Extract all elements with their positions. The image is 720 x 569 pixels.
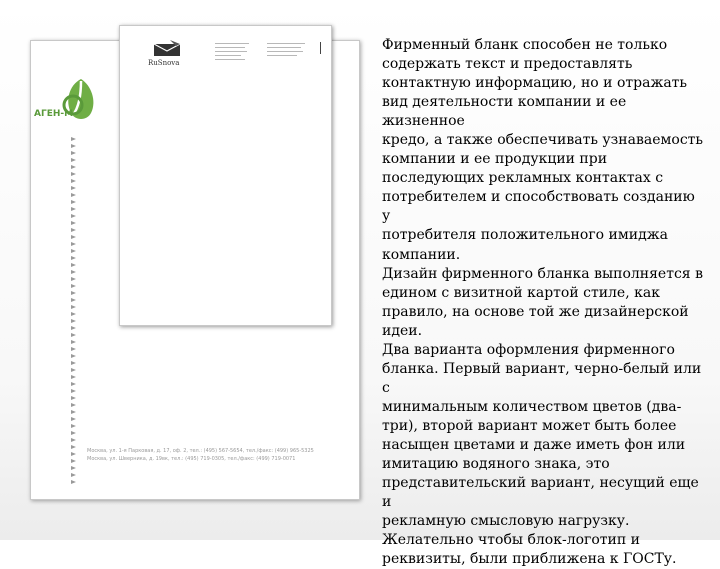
header-details (215, 41, 325, 63)
arrow-icon (71, 256, 76, 260)
arrow-icon (71, 459, 76, 463)
arrow-icon (71, 277, 76, 281)
arrow-icon (71, 242, 76, 246)
arrow-icon (71, 158, 76, 162)
arrow-icon (71, 305, 76, 309)
arrow-icon (71, 291, 76, 295)
arrow-icon (71, 284, 76, 288)
arrow-icon (71, 354, 76, 358)
arrow-icon (71, 186, 76, 190)
arrow-icon (71, 319, 76, 323)
arrow-icon (71, 298, 76, 302)
arrow-icon (71, 361, 76, 365)
arrow-icon (71, 438, 76, 442)
letterhead-sample-bw (119, 25, 332, 326)
arrow-icon (71, 333, 76, 337)
letterhead-footer (87, 447, 353, 463)
footer-line: Москва, ул. 1-я Парковая, д. 17, оф. 2, тел.: (495) 567-5654, тел./факс: (499) 965-5325 (87, 448, 314, 454)
arrow-icon (71, 403, 76, 407)
arrow-border (69, 137, 79, 487)
arrow-icon (71, 312, 76, 316)
arrow-icon (71, 340, 76, 344)
arrow-icon (71, 228, 76, 232)
arrow-icon (71, 375, 76, 379)
arrow-icon (71, 151, 76, 155)
arrow-icon (71, 214, 76, 218)
arrow-icon (71, 445, 76, 449)
arrow-icon (71, 221, 76, 225)
arrow-icon (71, 326, 76, 330)
arrow-icon (71, 249, 76, 253)
arrow-icon (71, 424, 76, 428)
arrow-icon (71, 137, 76, 141)
arrow-icon (71, 144, 76, 148)
envelope-logo-icon (152, 40, 182, 58)
arrow-icon (71, 382, 76, 386)
arrow-icon (71, 368, 76, 372)
arrow-icon (71, 473, 76, 477)
arrow-icon (71, 172, 76, 176)
arrow-icon (71, 207, 76, 211)
logo-text: АГЕН-М (34, 109, 74, 119)
arrow-icon (71, 165, 76, 169)
arrow-icon (71, 270, 76, 274)
arrow-icon (71, 235, 76, 239)
arrow-icon (71, 263, 76, 267)
arrow-icon (71, 410, 76, 414)
header-divider (320, 42, 321, 54)
arrow-icon (71, 452, 76, 456)
logo-text: RuSnova (148, 59, 180, 67)
arrow-icon (71, 466, 76, 470)
arrow-icon (71, 480, 76, 484)
arrow-icon (71, 179, 76, 183)
arrow-icon (71, 347, 76, 351)
arrow-icon (71, 396, 76, 400)
arrow-icon (71, 431, 76, 435)
arrow-icon (71, 417, 76, 421)
footer-line: Москва, ул. Шверника, д. 19вк, тел.: (495) 719-0305, тел./факс: (499) 719-0071 (87, 456, 296, 462)
body-text: Фирменный бланк способен не только содержать текст и предоставлять контактную информацию, но и отражать вид деятельности компании и ее жизненное кредо, а также обеспечивать узнаваемость компании и ее продукции при последующих рекламных контактах с потребителем и способствовать созданию у потребителя положительного имиджа компании. Дизайн фирменного бланка выполняется в едином с визитной картой стиле, как правило, на основе той же дизайнерской идеи. Два варианта оформления фирменного бланка. Первый вариант, черно-белый или с минимальным количеством цветов (два- три), второй вариант может быть более насыщен цветами и даже иметь фон или имитацию водяного знака, это представительский вариант, несущий еще и рекламную смысловую нагрузку. Желательно чтобы блок-логотип и реквизиты, были приближена к ГОСТу. (382, 37, 704, 568)
arrow-icon (71, 389, 76, 393)
arrow-icon (71, 200, 76, 204)
arrow-icon (71, 193, 76, 197)
